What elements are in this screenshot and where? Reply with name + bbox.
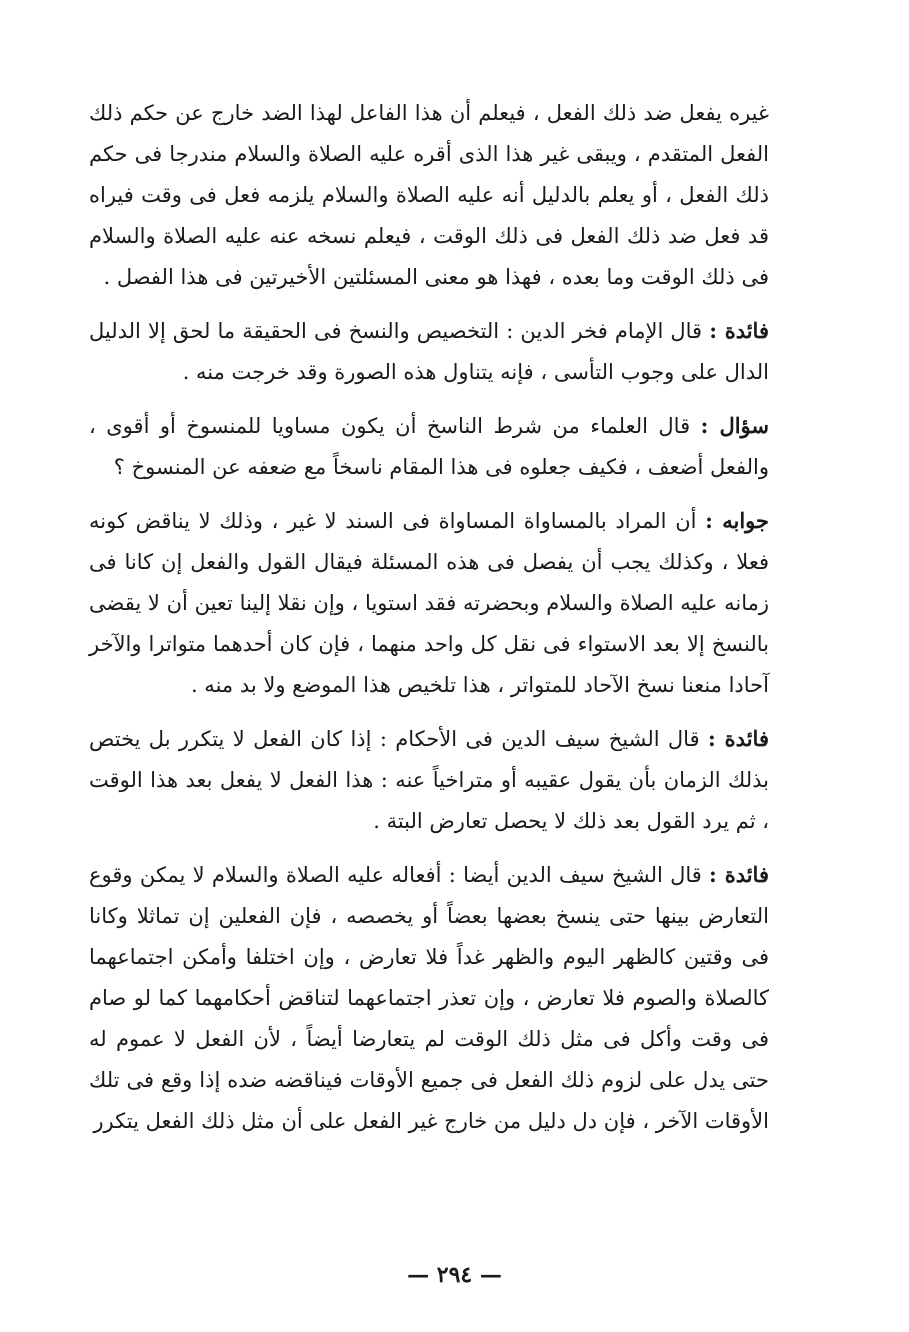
paragraph — [89, 718, 769, 842]
page-number: — ٢٩٤ — — [407, 1262, 502, 1288]
paragraph-heading: فائدة : — [709, 862, 769, 887]
paragraph-text: غيره يفعل ضد ذلك الفعل ، فيعلم أن هذا الفاعل لهذا الضد خارج عن حكم ذلك الفعل المتقدم ، ويبقى غير هذا الذى أقره عليه الصلاة والسلام مندرجا فى حكم ذلك الفعل ، أو يعلم بالدليل أنه عليه الصلاة والسلام يلزمه فعل فى وقت فيراه قد فعل ضد ذلك الفعل فى ذلك الوقت ، فيعلم نسخه عنه عليه الصلاة والسلام فى ذلك الوقت وما بعده ، فهذا هو معنى المسئلتين الأخيرتين فى هذا الفصل . — [89, 101, 769, 289]
paragraph-text: قال الشيخ سيف الدين أيضا : أفعاله عليه الصلاة والسلام لا يمكن وقوع التعارض بينها حتى ينسخ بعضها بعضاً أو يخصصه ، فإن الفعلين إن تماثلا وكانا فى وقتين كالظهر اليوم والظهر غداً فلا تعارض ، وإن اختلفا وأمكن اجتماعهما كالصلاة والصوم فلا تعارض ، وإن تعذر اجتماعهما لتناقض أحكامهما كما لو صام فى وقت وأكل فى مثل ذلك الوقت لم يتعارضا أيضاً ، لأن الفعل لا عموم له حتى يدل على لزوم ذلك الفعل فى جميع الأوقات فيناقضه ضده إذا وقع فى تلك الأوقات الآخر ، فإن دل دليل من خارج غير الفعل على أن مثل ذلك الفعل يتكرر — [89, 863, 769, 1133]
paragraph — [89, 854, 769, 1142]
paragraph-text: قال الإمام فخر الدين : التخصيص والنسخ فى الحقيقة ما لحق إلا الدليل الدال على وجوب التأسى ، فإنه يتناول هذه الصورة وقد خرجت منه . — [89, 319, 769, 384]
paragraph-text: قال الشيخ سيف الدين فى الأحكام : إذا كان الفعل لا يتكرر بل يختص بذلك الزمان بأن يقول عقيبه أو متراخياً عنه : هذا الفعل لا يفعل بعد هذا الوقت ، ثم يرد القول بعد ذلك لا يحصل تعارض البتة . — [89, 727, 769, 833]
paragraph-text: أن المراد بالمساواة المساواة فى السند لا غير ، وذلك لا يناقض كونه فعلا ، وكذلك يجب أن يفصل فى هذه المسئلة فيقال القول والفعل إن كانا فى زمانه عليه الصلاة والسلام وبحضرته فقد استويا ، وإن نقلا إلينا تعين أن لا يقضى بالنسخ إلا بعد الاستواء فى نقل كل واحد منهما ، فإن كان أحدهما متواترا والآخر آحادا منعنا نسخ الآحاد للمتواتر ، هذا تلخيص هذا الموضع ولا بد منه . — [89, 509, 769, 697]
paragraph-heading: جوابه : — [705, 508, 769, 533]
paragraph-heading: سؤال : — [700, 413, 769, 438]
page-body — [89, 92, 769, 1154]
paragraph — [89, 405, 769, 488]
paragraph — [89, 310, 769, 393]
paragraph-heading: فائدة : — [707, 726, 769, 751]
paragraph — [89, 500, 769, 706]
paragraph-heading: فائدة : — [709, 318, 769, 343]
paragraph-text: قال العلماء من شرط الناسخ أن يكون مساويا للمنسوخ أو أقوى ، والفعل أضعف ، فكيف جعلوه فى هذا المقام ناسخاً مع ضعفه عن المنسوخ ؟ — [89, 414, 769, 479]
paragraph — [89, 92, 769, 298]
